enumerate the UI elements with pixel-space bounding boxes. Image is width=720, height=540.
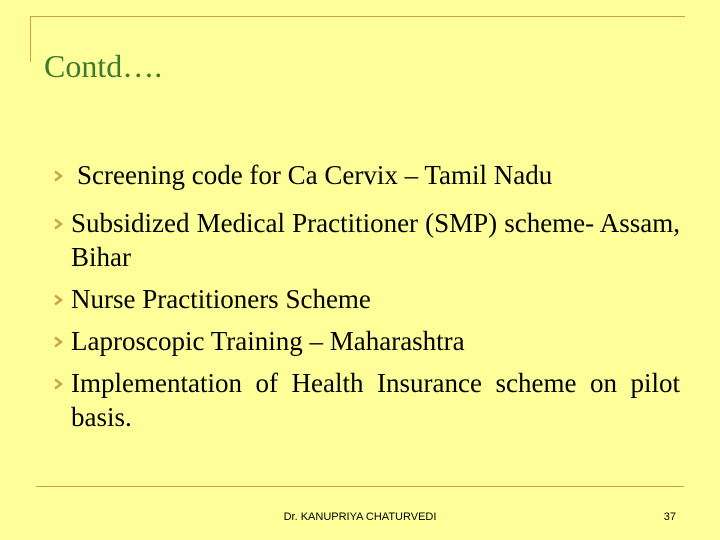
bullet-text: Implementation of Health Insurance scheme on pilot basis. (71, 368, 680, 432)
bullet-text: Screening code for Ca Cervix – Tamil Nadu (77, 160, 553, 190)
bullet-item (52, 158, 680, 192)
left-accent-line (30, 16, 31, 62)
arrow-bullet-icon (52, 218, 64, 230)
slide-title: Contd…. (44, 48, 163, 84)
bullet-item (52, 324, 680, 358)
arrow-bullet-icon (52, 170, 64, 182)
bullet-text: Laproscopic Training – Maharashtra (71, 326, 465, 356)
bottom-accent-line (36, 486, 684, 487)
arrow-bullet-icon (52, 336, 64, 348)
bullet-item (52, 282, 680, 316)
bullet-list (52, 158, 680, 434)
top-accent-line (30, 16, 685, 17)
footer-author: Dr. KANUPRIYA CHATURVEDI (283, 511, 437, 523)
arrow-bullet-icon (52, 294, 64, 306)
bullet-item (52, 366, 680, 434)
bullet-text: Nurse Practitioners Scheme (71, 284, 371, 314)
arrow-bullet-icon (52, 378, 64, 390)
bullet-text: Subsidized Medical Practitioner (SMP) scheme- Assam, Bihar (71, 208, 680, 272)
bullet-item (52, 206, 680, 274)
page-number: 37 (663, 511, 676, 523)
